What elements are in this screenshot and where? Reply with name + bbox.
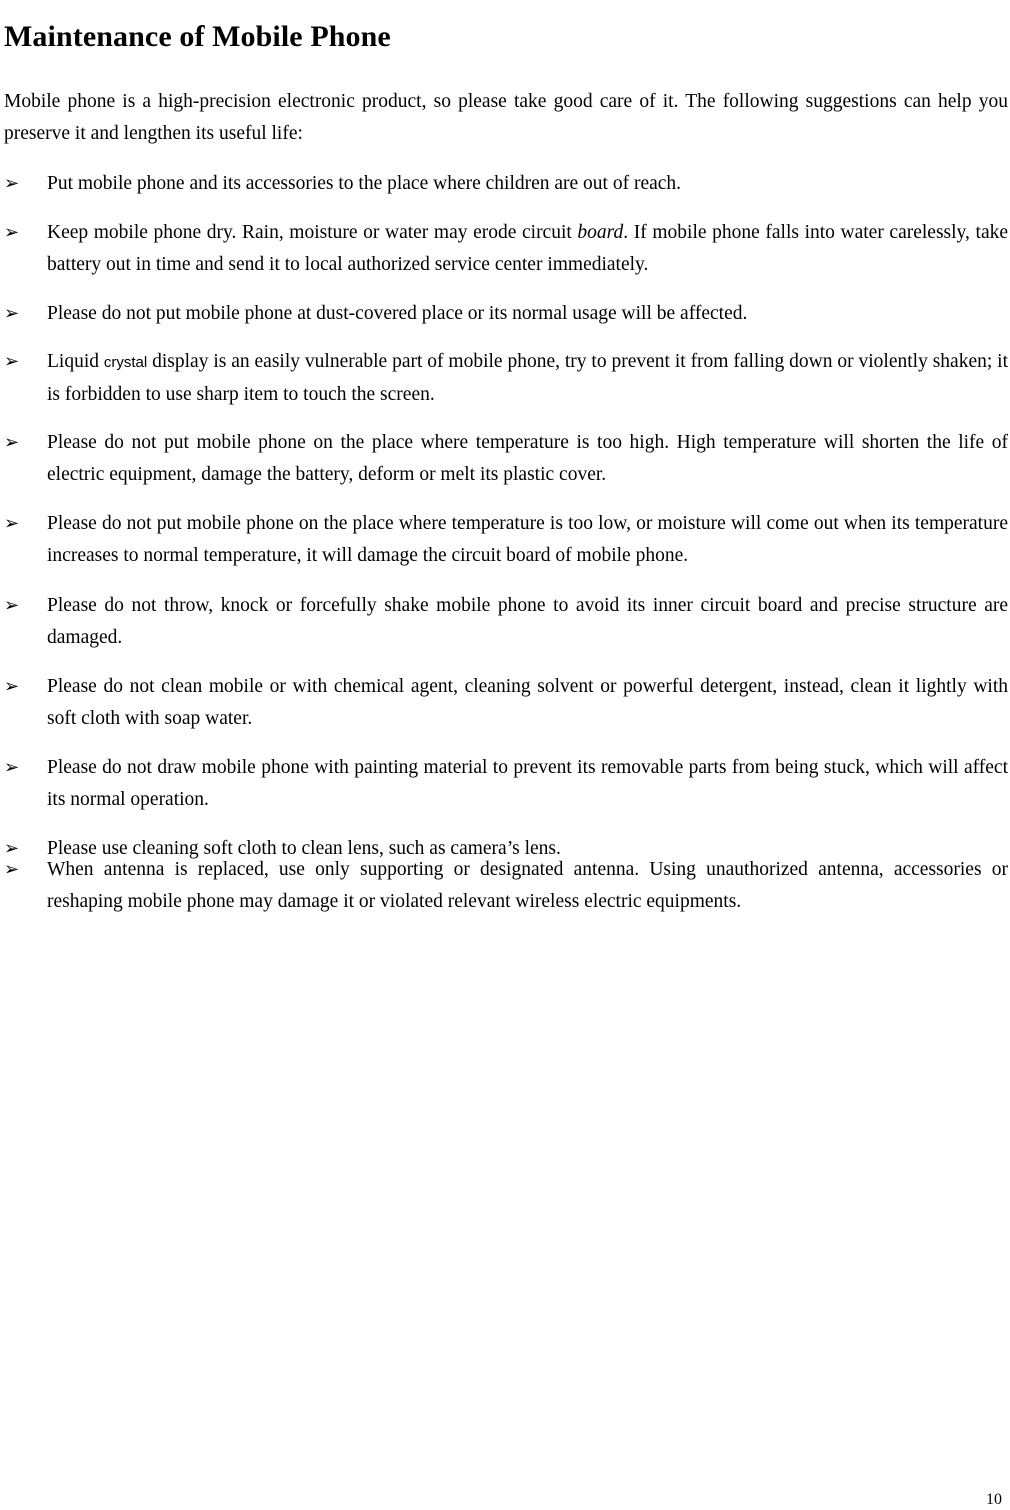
arrowhead-bullet-icon: ➢ xyxy=(4,676,20,697)
list-item-text xyxy=(47,346,1008,411)
arrowhead-bullet-icon: ➢ xyxy=(4,838,20,859)
list-item-text xyxy=(47,217,1008,281)
page-title: Maintenance of Mobile Phone xyxy=(4,20,391,53)
list-item-text: Please do not put mobile phone on the place where temperature is too low, or moisture will come out when its temperature increases to normal temperature, it will damage the circuit board of mobile phone. xyxy=(47,513,1008,566)
arrowhead-bullet-icon: ➢ xyxy=(4,513,20,534)
text-segment: Liquid xyxy=(47,351,104,372)
text-segment: display is an easily vulnerable part of mobile phone, try to prevent it from falling down or violently shaken; it is forbidden to use sharp item to touch the screen. xyxy=(47,351,1009,405)
list-item-text: Please do not throw, knock or forcefully shake mobile phone to avoid its inner circuit board and precise structure are damaged. xyxy=(47,595,1008,648)
sans-word: crystal xyxy=(103,354,148,371)
text-segment: Keep mobile phone dry. Rain, moisture or water may erode circuit xyxy=(47,222,578,243)
arrowhead-bullet-icon: ➢ xyxy=(4,303,20,324)
text-segment: . If mobile phone falls into water carelessly, take battery out in time and send it to local authorized service center immediately. xyxy=(47,222,1009,275)
list-item-text: Please do not put mobile phone at dust-covered place or its normal usage will be affected. xyxy=(47,303,748,324)
arrowhead-bullet-icon: ➢ xyxy=(4,595,20,616)
arrowhead-bullet-icon: ➢ xyxy=(4,173,20,194)
arrowhead-bullet-icon: ➢ xyxy=(4,222,20,243)
list-item-text: Please do not draw mobile phone with painting material to prevent its removable parts from being stuck, which will affect its normal operation. xyxy=(47,757,1008,810)
list-item-text: Please do not put mobile phone on the place where temperature is too high. High temperature will shorten the life of electric equipment, damage the battery, deform or melt its plastic cover. xyxy=(47,432,1008,485)
list-item-text: Please do not clean mobile or with chemical agent, cleaning solvent or powerful detergent, instead, clean it lightly with soft cloth with soap water. xyxy=(47,676,1008,729)
arrowhead-bullet-icon: ➢ xyxy=(4,351,20,372)
italic-word: board xyxy=(577,222,624,243)
intro-paragraph: Mobile phone is a high-precision electronic product, so please take good care of it. The following suggestions can help you preserve it and lengthen its useful life: xyxy=(4,91,1008,144)
page-number: 10 xyxy=(986,1491,1002,1508)
list-item-text: Put mobile phone and its accessories to the place where children are out of reach. xyxy=(47,173,682,194)
list-item-text: Please use cleaning soft cloth to clean lens, such as camera’s lens. xyxy=(47,838,561,859)
arrowhead-bullet-icon: ➢ xyxy=(4,757,20,778)
arrowhead-bullet-icon: ➢ xyxy=(4,859,20,880)
list-item-text: When antenna is replaced, use only supporting or designated antenna. Using unauthorized antenna, accessories or reshaping mobile phone may damage it or violated relevant wireless electric equipments. xyxy=(47,859,1008,912)
arrowhead-bullet-icon: ➢ xyxy=(4,432,20,453)
